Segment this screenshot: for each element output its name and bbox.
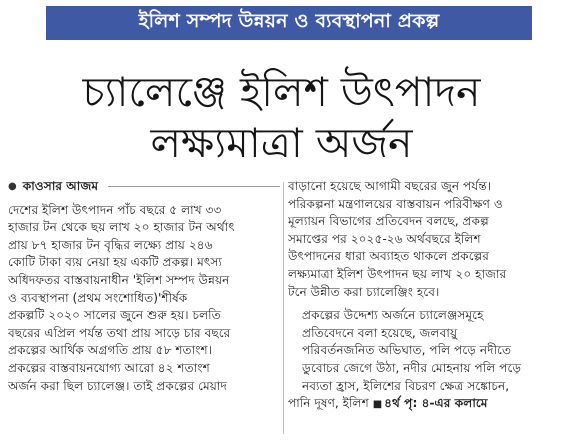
article-line: হাজার টন থেকে ছয় লাখ ২০ হাজার টন অর্থাৎ: [8, 220, 235, 235]
article-column-1: [8, 178, 280, 440]
column-2-paragraph-1: [288, 178, 554, 301]
article-line: টনে উন্নীত করা চ্যালেঞ্জিং হবে।: [288, 284, 440, 299]
article-line: প্রকল্পের উদ্দেশ্য অর্জনে চ্যালেঞ্জসমূহে: [302, 308, 484, 323]
last-line-text: পানি দূষণ, ইলিশ: [288, 396, 369, 411]
project-banner: [46, 6, 532, 40]
article-line: অধিদফতর বাস্তবায়নাধীন 'ইলিশ সম্পদ উন্নয়ন: [8, 272, 230, 287]
article-line: লক্ষ্যমাত্রা ইলিশ উৎপাদন ছয় লাখ ২০ হাজার: [288, 266, 507, 281]
article-line: প্রায় ৮৭ হাজার টন বৃদ্ধির লক্ষ্যে প্রায় ২৪৬: [8, 237, 213, 252]
square-bullet-icon: ■: [372, 399, 383, 411]
author-name: কাওসার আজম: [22, 179, 99, 193]
article-line: ও ব্যবস্থাপনা (প্রথম সংশোধিত)'শীর্ষক: [8, 290, 188, 305]
continuation-note[interactable]: [373, 396, 488, 410]
headline-line-2: লক্ষ্যমাত্রা অর্জন: [150, 119, 413, 167]
bullet-icon: ●: [8, 181, 17, 192]
article-line: পরিকল্পনা মন্ত্রণালয়ের বাস্তবায়ন পরিবীক্ষণ ও: [288, 196, 503, 211]
article-last-line: [288, 395, 554, 414]
headline-line-1: চ্যালেঞ্জে ইলিশ উৎপাদন: [82, 68, 481, 116]
article-line: প্রকল্পের বাস্তবায়নযোগ্য আরো ৪২ শতাংশ: [8, 360, 210, 375]
article-line: মূল্যায়ন বিভাগের প্রতিবেদন বলছে, প্রকল্প: [288, 214, 489, 229]
article-line: বাড়ানো হয়েছে আগামী বছরের জুন পর্যন্ত।: [288, 179, 492, 193]
column-1-body: [8, 202, 280, 396]
continuation-text: ৪র্থ পৃ: ৪-এর কলামে: [384, 396, 488, 411]
article-line: প্রতিবেদনে বলা হয়েছে, জলবায়ু: [302, 325, 458, 340]
article-column-2: [288, 178, 554, 440]
column-2-paragraph-2: [288, 307, 554, 395]
article-line: অর্জন করা ছিল চ্যালেঞ্জ। তাই প্রকল্পের মেয়াদ: [8, 378, 227, 393]
byline-rule: [108, 186, 280, 187]
article-line: বছরের এপ্রিল পর্যন্ত তথা প্রায় সাড়ে চার বছরে: [8, 325, 231, 340]
article-line: দেশের ইলিশ উৎপাদন পাঁচ বছরে ৫ লাখ ৩৩: [8, 202, 222, 217]
article-line: প্রকল্পের আর্থিক অগ্রগতি প্রায় ৫৮ শতাংশ।: [8, 343, 213, 358]
byline: [8, 178, 280, 196]
article-line: নব্যতা হ্রাস, ইলিশের বিচরণ ক্ষেত্র সঙ্কোচন,: [302, 378, 510, 393]
article-line: প্রকল্পটি ২০২০ সালের জুনে শুরু হয়। চলতি: [8, 308, 221, 323]
article-line: উৎপাদনের ধারা অব্যাহত থাকলে প্রকল্পের: [288, 249, 490, 264]
banner-title: ইলিশ সম্পদ উন্নয়ন ও ব্যবস্থাপনা প্রকল্প: [138, 10, 440, 32]
article-line: কোটি টাকা ব্যয় নেয়া হয় একটি প্রকল্প। মৎস্য: [8, 255, 222, 270]
article-line: পরিবর্তনজনিত অভিঘাত, পলি পড়ে নদীতে: [302, 343, 512, 358]
article-line: ডুবোচর জেগে উঠা, নদীর মোহনায় পলি পড়ে: [302, 360, 522, 375]
article-line: সমাপ্তের পর ২০২৫-২৬ অর্থবছরে ইলিশ: [288, 231, 481, 246]
column-divider: [283, 182, 284, 434]
